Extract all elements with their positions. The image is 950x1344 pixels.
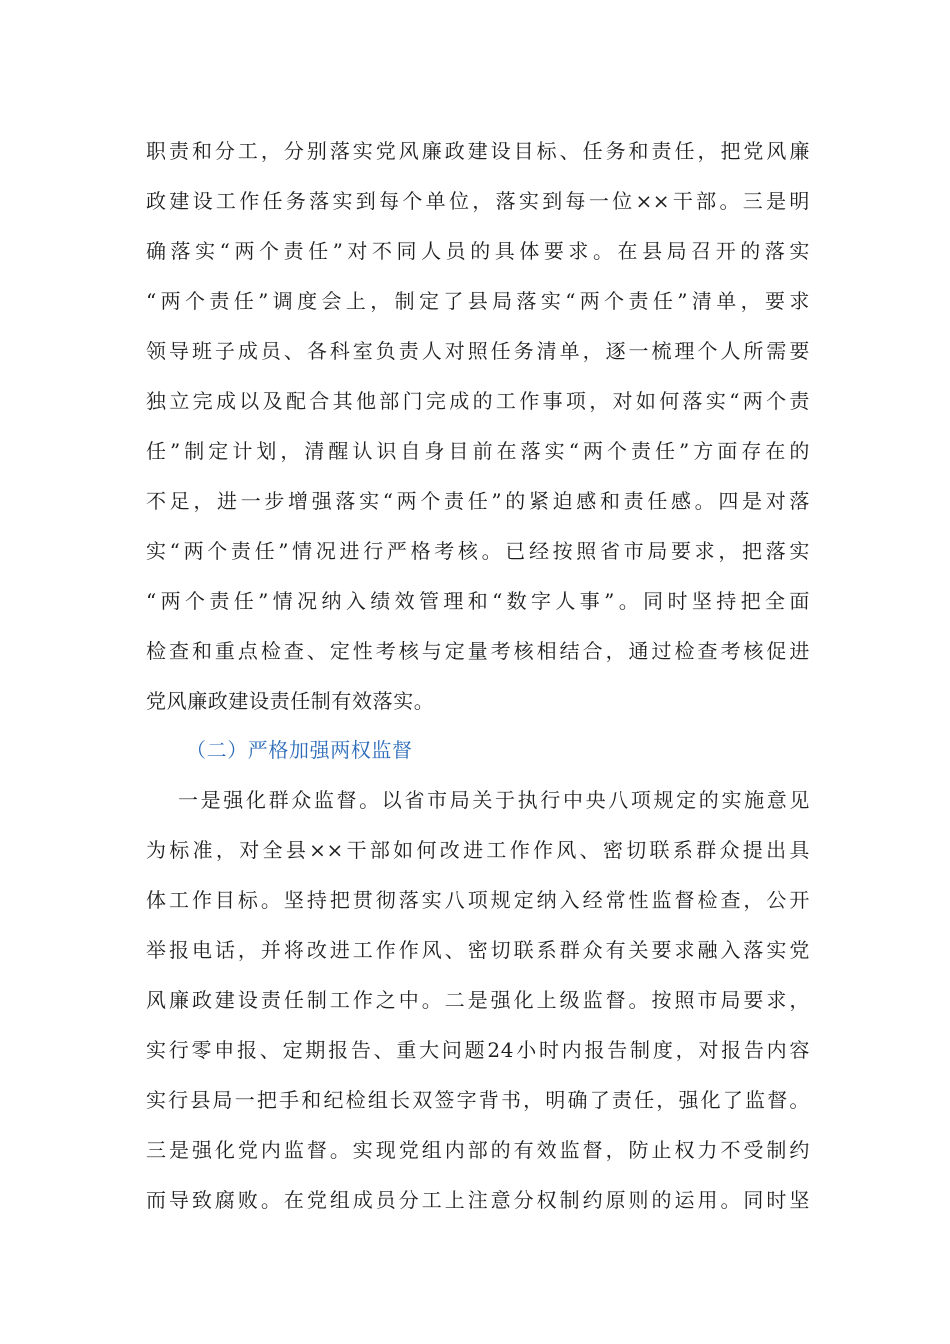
paragraph-2-line-3: 体工作目标。坚持把贯彻落实八项规定纳入经常性监督检查，公开 — [146, 888, 810, 912]
paragraph-2-line-7: 实行县局一把手和纪检组长双签字背书，明确了责任，强化了监督。 — [146, 1088, 810, 1112]
paragraph-1-line-5: 领导班子成员、各科室负责人对照任务清单，逐一梳理个人所需要 — [146, 339, 810, 363]
paragraph-1-line-2: 政建设工作任务落实到每个单位，落实到每一位××干部。三是明 — [146, 189, 810, 213]
paragraph-1-line-8: 不足，进一步增强落实“两个责任”的紧迫感和责任感。四是对落 — [146, 489, 810, 513]
paragraph-1-line-11: 检查和重点检查、定性考核与定量考核相结合，通过检查考核促进 — [146, 639, 810, 663]
paragraph-1-line-4: “两个责任”调度会上，制定了县局落实“两个责任”清单，要求 — [146, 289, 810, 313]
paragraph-2-line-1: 一是强化群众监督。以省市局关于执行中央八项规定的实施意见 — [178, 788, 810, 812]
paragraph-1-line-12: 党风廉政建设责任制有效落实。 — [146, 689, 435, 713]
paragraph-1-line-10: “两个责任”情况纳入绩效管理和“数字人事”。同时坚持把全面 — [146, 589, 810, 613]
paragraph-2-line-9: 而导致腐败。在党组成员分工上注意分权制约原则的运用。同时坚 — [146, 1188, 810, 1212]
paragraph-2-line-8: 三是强化党内监督。实现党组内部的有效监督，防止权力不受制约 — [146, 1138, 810, 1162]
paragraph-2-line-6: 实行零申报、定期报告、重大问题24小时内报告制度，对报告内容 — [146, 1038, 810, 1062]
section-heading: （二）严格加强两权监督 — [186, 738, 413, 762]
paragraph-1-line-6: 独立完成以及配合其他部门完成的工作事项，对如何落实“两个责 — [146, 389, 810, 413]
paragraph-2-line-4: 举报电话，并将改进工作作风、密切联系群众有关要求融入落实党 — [146, 938, 810, 962]
paragraph-1-line-9: 实“两个责任”情况进行严格考核。已经按照省市局要求，把落实 — [146, 539, 810, 563]
paragraph-1-line-1: 职责和分工，分别落实党风廉政建设目标、任务和责任，把党风廉 — [146, 139, 810, 163]
paragraph-1-line-3: 确落实“两个责任”对不同人员的具体要求。在县局召开的落实 — [146, 239, 810, 263]
paragraph-1-line-7: 任”制定计划，清醒认识自身目前在落实“两个责任”方面存在的 — [146, 439, 810, 463]
paragraph-2-line-5: 风廉政建设责任制工作之中。二是强化上级监督。按照市局要求， — [146, 988, 810, 1012]
paragraph-2-line-2: 为标准，对全县××干部如何改进工作作风、密切联系群众提出具 — [146, 838, 810, 862]
